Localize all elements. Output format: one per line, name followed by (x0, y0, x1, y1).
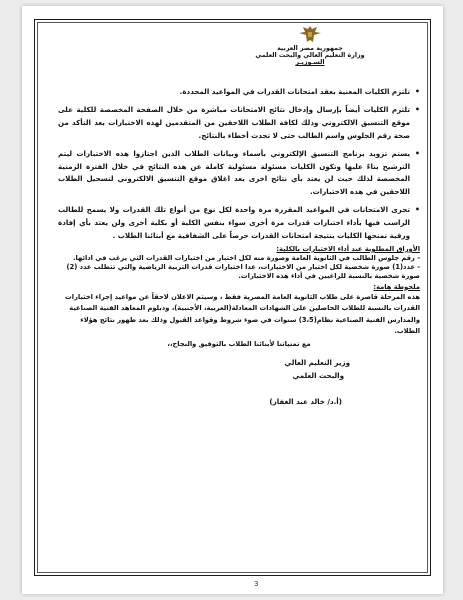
eagle-emblem-icon (298, 24, 322, 44)
signature-title-1: وزير التعليم العالي (284, 358, 350, 368)
page-number: 3 (254, 580, 259, 588)
note-heading: ملحوظة هامة: (373, 282, 420, 291)
bullet-icon: • (414, 104, 420, 114)
closing-line: مع تمنياتنا لأبنائنا الطلاب بالتوفيق والنجاح،، (167, 339, 311, 348)
header-country: جمهورية مصر العربية (277, 45, 343, 52)
paragraph-item: • تلتزم الكليات أيضاً بإرسال وإدخال نتائج الامتحانات مباشرة من خلال الصفحة المخصصة للكلية على موقع التنسيق الالكتروني وذلك لكافة الطلاب اللاحقين من المتقدمين لهذه الاختبارات بعد التأكد من صحة رقم الجلوس واسم الطالب حتى لا تحدث أخطاء بالنتائج. (58, 104, 420, 140)
documents-line: - عدد(1) صورة شخصية لكل اختبار من الاختبارات، عدا اختبارات قدرات التربية الرياضية والتي تتطلب عدد (2) صورة شخصية بالنسبة للراغبين في أداء هذه الاختبارات. (66, 262, 420, 280)
signatory-name: (أ.د/ خالد عبد الغفار) (269, 397, 342, 407)
bullet-icon: • (414, 87, 420, 96)
header-minister: السـوزيـر (295, 59, 325, 67)
paragraph-item: • تجرى الامتحانات في المواعيد المقررة مرة واحدة لكل نوع من أنواع تلك القدرات ولا يسمح للطالب الراسب فيها بأداء اختبارات قدرات مرة أخرى سواء بنفس الكلية أو بكلية أخرى ولن يعتد بأي إفادة ورقية تمنحها الكليات بنتيجة امتحانات القدرات حرصاً على الشفافية مع أبنائنا الطلاب . (58, 205, 420, 241)
note-text: هذه المرحلة قاصرة على طلاب الثانوية العامة المصرية فقط ، وسيتم الاعلان لاحقاً عن مواعيد إجراء اختبارات القدرات بالنسبة للطلاب الحاصلين على الشهادات المعادلة(العربية، الأجنبية)، ودبلوم المعاهد الفنية الصناعية والمدارس الفنية الصناعية نظام(3،5) سنوات في ضوء شروط وقواعد القبول وذلك بعد ظهور نتائج هؤلاء الطلاب. (65, 292, 420, 335)
letter-body (58, 86, 420, 409)
bullet-icon: • (414, 148, 420, 158)
signature-title-2: والبحث العلمي (292, 370, 344, 380)
header-ministry: وزارة التعليم العالي والبحث العلمي (255, 52, 365, 60)
bullet-icon: • (414, 205, 420, 215)
document-page (22, 6, 443, 594)
documents-line: - رقم جلوس الطالب في الثانوية العامة وصورة منه لكل اختبار من اختبارات القدرات التي يرغب في ادائها. (72, 253, 420, 262)
documents-heading: الأوراق المطلوبة عند أداء الاختبارات بالكلية: (276, 244, 420, 253)
paragraph-item: • تلتزم الكليات المعنية بعقد امتحانات القدرات في المواعيد المحددة. (58, 86, 420, 99)
paragraph-item: • يستم تزويد برنامج التنسيق الإلكتروني بأسماء وبيانات الطلاب الذين اجتازوا هذه الاختبارات ليتم الترشيح بناءً عليها وتكون الكليات مسئولة مسئولية كاملة عن هذه النتائج في خلال الفترة الزمنية المخصصة لذلك حيث لن يعتد بأي نتائج اخرى بعد اغلاق موقع التنسيق الالكتروني لتسجيل الطلاب اللاحقين في هذه الاختبارات. (58, 148, 420, 197)
letterhead (255, 24, 365, 67)
